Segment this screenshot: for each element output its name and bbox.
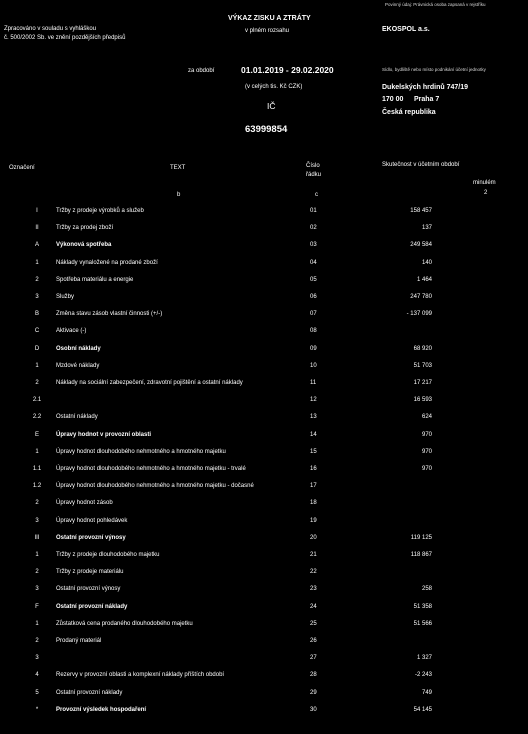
seat-note: Sídlo, bydliště nebo místo podnikání účetní jednotky: [382, 67, 486, 72]
row-value: 54 145: [413, 707, 432, 713]
row-mark: D: [34, 346, 40, 352]
row-value: 17 217: [413, 380, 432, 386]
row-number: 28: [310, 672, 317, 678]
row-number: 13: [310, 414, 317, 420]
row-text: Úpravy hodnot zásob: [56, 500, 113, 506]
row-value: 258: [421, 586, 432, 592]
row-mark: 2: [35, 277, 39, 283]
row-value: 749: [421, 690, 432, 696]
row-number: 09: [310, 346, 317, 352]
row-number: 14: [310, 432, 317, 438]
legal-basis-line2: č. 500/2002 Sb. ve znění pozdějších předpisů: [4, 35, 126, 41]
row-value: 624: [421, 414, 432, 420]
row-text: Spotřeba materiálu a energie: [56, 277, 134, 283]
row-text: Ostatní provozní výnosy: [56, 586, 121, 592]
row-number: 18: [310, 500, 317, 506]
row-mark: 2.2: [32, 414, 42, 420]
row-value: 247 780: [410, 294, 432, 300]
sub-b: b: [177, 192, 181, 198]
row-number: 03: [310, 242, 317, 248]
row-mark: F: [35, 604, 39, 610]
period-label: za období: [188, 68, 215, 74]
col-skutecnost: Skutečnost v účetním období: [382, 162, 460, 168]
row-value: 970: [421, 466, 432, 472]
row-text: Tržby z prodeje materiálu: [56, 569, 124, 575]
row-text: Ostatní provozní náklady: [56, 690, 123, 696]
row-mark: 2.1: [32, 397, 42, 403]
row-text: Náklady vynaložené na prodané zboží: [56, 260, 158, 266]
row-text: Úpravy hodnot pohledávek: [56, 518, 128, 524]
row-text: Tržby z prodeje výrobků a služeb: [56, 208, 144, 214]
row-value: -2 243: [414, 672, 432, 678]
row-text: Tržby z prodeje dlouhodobého majetku: [56, 552, 160, 558]
row-mark: C: [34, 328, 40, 334]
row-number: 04: [310, 260, 317, 266]
row-mark: 1: [35, 552, 39, 558]
row-number: 15: [310, 449, 317, 455]
row-mark: 1: [35, 621, 39, 627]
row-text: Ostatní náklady: [56, 414, 98, 420]
row-text: Výkonová spotřeba: [56, 242, 112, 248]
row-text: Mzdové náklady: [56, 363, 100, 369]
row-number: 20: [310, 535, 317, 541]
row-mark: 5: [35, 690, 39, 696]
row-number: 26: [310, 638, 317, 644]
row-text: Prodaný materiál: [56, 638, 102, 644]
row-mark: 1.2: [32, 483, 42, 489]
row-mark: 3: [35, 294, 39, 300]
row-mark: 1.1: [32, 466, 42, 472]
row-mark: 1: [35, 363, 39, 369]
row-value: 137: [421, 225, 432, 231]
row-text: Náklady na sociální zabezpečení, zdravotní pojištění a ostatní náklady: [56, 380, 243, 386]
row-value: 51 703: [413, 363, 432, 369]
row-number: 07: [310, 311, 317, 317]
row-text: Ostatní provozní náklady: [56, 604, 128, 610]
row-text: Úpravy hodnot dlouhodobého nehmotného a hmotného majetku - dočasné: [56, 483, 254, 489]
row-text: Zůstatková cena prodaného dlouhodobého majetku: [56, 621, 193, 627]
legal-basis-line1: Zpracováno v souladu s vyhláškou: [4, 26, 97, 32]
row-text: Rezervy v provozní oblasti a komplexní náklady příštích období: [56, 672, 225, 678]
row-text: Úpravy hodnot v provozní oblasti: [56, 432, 152, 438]
row-number: 08: [310, 328, 317, 334]
row-text: Úpravy hodnot dlouhodobého nehmotného a hmotného majetku - trvalé: [56, 466, 246, 472]
row-number: 21: [310, 552, 317, 558]
row-mark: 3: [35, 586, 39, 592]
row-value: 119 125: [410, 535, 432, 541]
row-text: Osobní náklady: [56, 346, 101, 352]
row-number: 05: [310, 277, 317, 283]
row-number: 27: [310, 655, 317, 661]
row-number: 06: [310, 294, 317, 300]
row-value: 1 327: [416, 655, 432, 661]
row-number: 22: [310, 569, 317, 575]
period-value: 01.01.2019 - 29.02.2020: [241, 65, 334, 75]
sub-2: 2: [484, 190, 488, 196]
units-note: (v celých tis. Kč CZK): [245, 84, 303, 90]
row-value: 51 358: [413, 604, 432, 610]
row-text: Úpravy hodnot dlouhodobého nehmotného a hmotného majetku: [56, 449, 226, 455]
row-mark: 1: [35, 260, 39, 266]
row-number: 19: [310, 518, 317, 524]
top-note: Povinný údaj: Právnická osoba zapsaná v rejstříku: [385, 2, 486, 7]
sub-c: c: [315, 192, 318, 198]
address-zip: 170 00: [382, 96, 404, 103]
row-number: 24: [310, 604, 317, 610]
address-street: Dukelských hrdinů 747/19: [382, 84, 468, 91]
row-number: 16: [310, 466, 317, 472]
row-value: 16 593: [413, 397, 432, 403]
row-text: Aktivace (-): [56, 328, 87, 334]
row-mark: A: [34, 242, 39, 248]
row-number: 01: [310, 208, 317, 214]
row-text: Změna stavu zásob vlastní činnosti (+/-): [56, 311, 163, 317]
row-mark: 2: [35, 500, 39, 506]
row-mark: E: [34, 432, 39, 438]
report-title: VÝKAZ ZISKU A ZTRÁTY: [228, 15, 311, 22]
row-value: 140: [421, 260, 432, 266]
row-number: 17: [310, 483, 317, 489]
row-text: Provozní výsledek hospodaření: [56, 707, 147, 713]
row-mark: 3: [35, 518, 39, 524]
row-mark: 2: [35, 638, 39, 644]
report-subtitle: v plném rozsahu: [245, 28, 290, 34]
row-number: 25: [310, 621, 317, 627]
address-city: Praha 7: [414, 96, 440, 103]
row-value: 1 464: [416, 277, 432, 283]
col-cislo-2: řádku: [306, 172, 322, 178]
col-oznaceni: Označení: [9, 165, 35, 171]
row-mark: I: [36, 208, 38, 214]
row-mark: *: [35, 707, 39, 713]
row-mark: 4: [35, 672, 39, 678]
row-mark: II: [35, 225, 39, 231]
row-mark: 2: [35, 569, 39, 575]
row-value: 970: [421, 449, 432, 455]
row-value: 68 920: [413, 346, 432, 352]
row-mark: 2: [35, 380, 39, 386]
ic-value: 63999854: [245, 124, 288, 135]
col-text: TEXT: [170, 165, 186, 171]
row-value: 249 584: [410, 242, 432, 248]
row-value: - 137 099: [406, 311, 432, 317]
row-number: 11: [310, 380, 317, 386]
row-value: 158 457: [410, 208, 432, 214]
row-mark: B: [34, 311, 39, 317]
row-number: 02: [310, 225, 317, 231]
row-text: Tržby za prodej zboží: [56, 225, 114, 231]
row-mark: 3: [35, 655, 39, 661]
ic-label: IČ: [267, 101, 276, 111]
company-name: EKOSPOL a.s.: [382, 26, 430, 33]
row-number: 29: [310, 690, 317, 696]
row-value: 51 566: [413, 621, 432, 627]
row-number: 30: [310, 707, 317, 713]
address-country: Česká republika: [382, 109, 436, 116]
row-value: 970: [421, 432, 432, 438]
row-number: 10: [310, 363, 317, 369]
row-number: 12: [310, 397, 317, 403]
row-value: 118 867: [410, 552, 432, 558]
row-number: 23: [310, 586, 317, 592]
row-mark: 1: [35, 449, 39, 455]
row-text: Služby: [56, 294, 75, 300]
col-cislo-1: Číslo: [306, 163, 320, 169]
row-text: Ostatní provozní výnosy: [56, 535, 126, 541]
col-minulem: minulém: [473, 180, 496, 186]
row-mark: III: [34, 535, 40, 541]
